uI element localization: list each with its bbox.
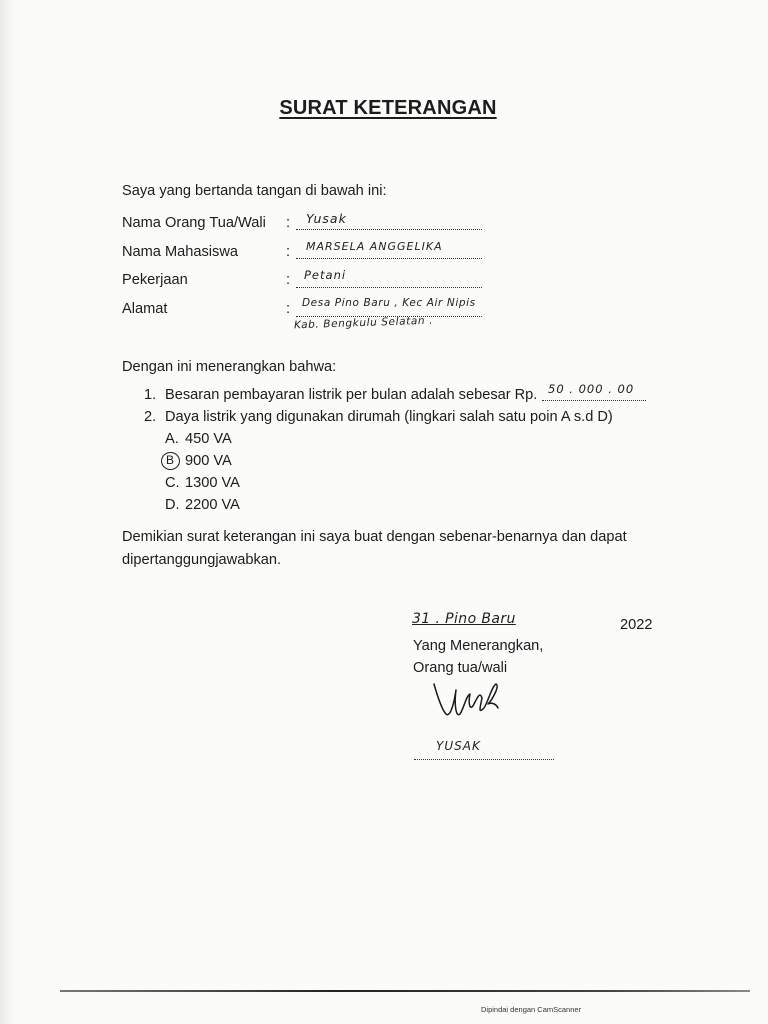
closing-text-line2: dipertanggungjawabkan. [122,552,282,568]
dotted-line [296,229,482,230]
field-value-pekerjaan: Petani [304,268,347,282]
payment-amount: 50 . 000 . 00 [548,382,635,396]
option-letter: D. [165,497,180,513]
field-label-nama-mahasiswa: Nama Mahasiswa [122,244,238,260]
field-label-alamat: Alamat [122,301,168,317]
option-text: 450 VA [185,431,232,447]
point-text: Besaran pembayaran listrik per bulan adalah sebesar Rp. [165,387,538,403]
dotted-line [296,258,482,259]
signer-name: YUSAK [436,739,481,753]
signature-role-2: Orang tua/wali [413,660,508,676]
option-letter: B [166,453,175,467]
option-text: 1300 VA [185,475,240,491]
signature-place: 31 . Pino Baru [412,611,516,627]
statement-text: Dengan ini menerangkan bahwa: [122,359,337,375]
option-text: 900 VA [185,453,232,469]
signature-role-1: Yang Menerangkan, [413,638,544,654]
field-colon: : [286,272,291,288]
signature-year: 2022 [620,617,653,633]
field-value-nama-wali: Yusak [306,211,347,226]
closing-text-line1: Demikian surat keterangan ini saya buat dengan sebenar-benarnya dan dapat [122,529,627,545]
field-colon: : [286,301,291,317]
field-label-nama-wali: Nama Orang Tua/Wali [122,215,266,231]
point-number: 1. [144,387,157,403]
intro-text: Saya yang bertanda tangan di bawah ini: [122,183,387,199]
signature-dotted-line [414,759,554,760]
scan-edge-line [60,990,750,992]
handwritten-signature [426,674,506,726]
page-edge-shadow [0,0,14,1024]
option-letter: A. [165,431,179,447]
field-value-alamat-line2: Kab. Bengkulu Selatan . [293,314,434,332]
document-title: SURAT KETERANGAN [279,97,497,119]
field-value-nama-mahasiswa: MARSELA ANGGELIKA [306,240,443,253]
field-value-alamat-line1: Desa Pino Baru , Kec Air Nipis [302,297,476,309]
dotted-line [296,287,482,288]
dotted-line [542,400,646,401]
option-letter: C. [165,475,180,491]
field-colon: : [286,215,291,231]
point-number: 2. [144,409,157,425]
scanner-watermark: Dipindai dengan CamScanner [481,1005,582,1014]
point-text: Daya listrik yang digunakan dirumah (lingkari salah satu poin A s.d D) [165,409,613,425]
field-colon: : [286,244,291,260]
field-label-pekerjaan: Pekerjaan [122,272,188,288]
option-text: 2200 VA [185,497,240,513]
